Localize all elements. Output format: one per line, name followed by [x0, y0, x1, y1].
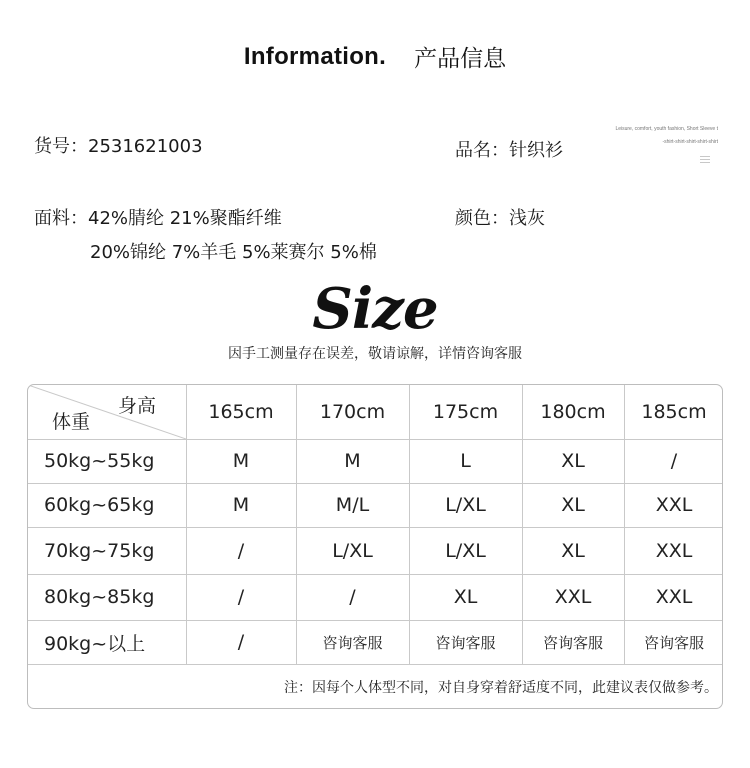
tagline-line-1: Leisure, comfort, youth fashion, Short Sleeve t	[615, 126, 718, 132]
title-chinese: 产品信息	[414, 46, 507, 72]
column-divider	[296, 385, 297, 664]
size-cell: M/L	[335, 494, 370, 516]
column-divider	[624, 385, 625, 664]
height-header-cell: 180cm	[540, 401, 606, 423]
item-number-value: 2531621003	[88, 136, 203, 157]
size-footnote: 注：因每个人体型不同，对自身穿着舒适度不同，此建议表仅做参考。	[284, 680, 718, 696]
size-cell: XXL	[655, 539, 693, 562]
corner-weight-label: 体重	[52, 411, 91, 433]
size-cell: M	[232, 450, 250, 472]
item-number-label: 货号：	[34, 136, 88, 157]
product-name	[455, 136, 563, 162]
size-cell: /	[237, 631, 245, 653]
product-name-value: 针织衫	[509, 140, 563, 161]
size-cell: 咨询客服	[435, 633, 496, 652]
weight-cell: 70kg~75kg	[44, 539, 155, 562]
row-divider	[28, 439, 723, 440]
product-name-label: 品名：	[455, 140, 509, 161]
weight-cell: 50kg~55kg	[44, 450, 155, 472]
height-header-cell: 170cm	[319, 401, 386, 423]
size-cell: 咨询客服	[542, 633, 603, 652]
size-cell: XXL	[655, 494, 693, 516]
size-cell: XXL	[554, 586, 592, 608]
fabric	[34, 204, 282, 230]
size-cell: L	[460, 450, 471, 472]
column-divider	[186, 385, 187, 664]
row-divider	[28, 620, 723, 621]
size-cell: XL	[561, 494, 585, 516]
size-cell: XL	[561, 539, 585, 562]
title-row	[0, 40, 750, 73]
size-cell: M	[232, 494, 250, 516]
size-cell: /	[349, 586, 356, 608]
size-cell: 咨询客服	[643, 633, 704, 652]
height-header-cell: 175cm	[432, 401, 499, 423]
size-cell: M	[344, 450, 361, 472]
column-divider	[409, 385, 410, 664]
fabric-line-2: 20%锦纶 7%羊毛 5%莱赛尔 5%棉	[90, 242, 377, 263]
corner-height-label: 身高	[118, 395, 157, 417]
row-divider	[28, 527, 723, 528]
size-cell: /	[237, 586, 245, 608]
size-cell: XXL	[655, 586, 693, 608]
size-cell: /	[237, 539, 245, 562]
item-number	[34, 132, 203, 158]
size-cell: 咨询客服	[322, 633, 383, 652]
title-english: Information.	[243, 42, 387, 70]
weight-cell: 80kg~85kg	[44, 586, 155, 608]
color	[455, 204, 545, 230]
color-value: 浅灰	[509, 208, 545, 229]
size-cell: XL	[561, 450, 585, 472]
measurement-note: 因手工测量存在误差，敬请谅解，详情咨询客服	[228, 346, 522, 362]
size-table	[27, 384, 723, 709]
size-cell: L/XL	[445, 494, 486, 516]
weight-cell: 90kg~以上	[44, 632, 146, 655]
size-cell: L/XL	[332, 539, 373, 562]
size-cell: /	[670, 450, 678, 472]
tagline	[598, 123, 718, 149]
row-divider	[28, 574, 723, 575]
height-header-cell: 185cm	[641, 401, 707, 423]
fabric-line-1: 42%腈纶 21%聚酯纤维	[88, 208, 282, 229]
tagline-line-2: -shirt-shirt-shirt-shirt-shirt	[662, 139, 718, 145]
size-cell: L/XL	[445, 539, 486, 562]
row-divider	[28, 483, 723, 484]
fabric-label: 面料：	[34, 208, 88, 229]
column-divider	[522, 385, 523, 664]
size-cell: XL	[453, 586, 478, 608]
weight-cell: 60kg~65kg	[44, 494, 155, 516]
height-header-cell: 165cm	[208, 401, 274, 423]
size-title: Size	[312, 276, 438, 342]
list-icon	[700, 156, 710, 165]
color-label: 颜色：	[455, 208, 509, 229]
